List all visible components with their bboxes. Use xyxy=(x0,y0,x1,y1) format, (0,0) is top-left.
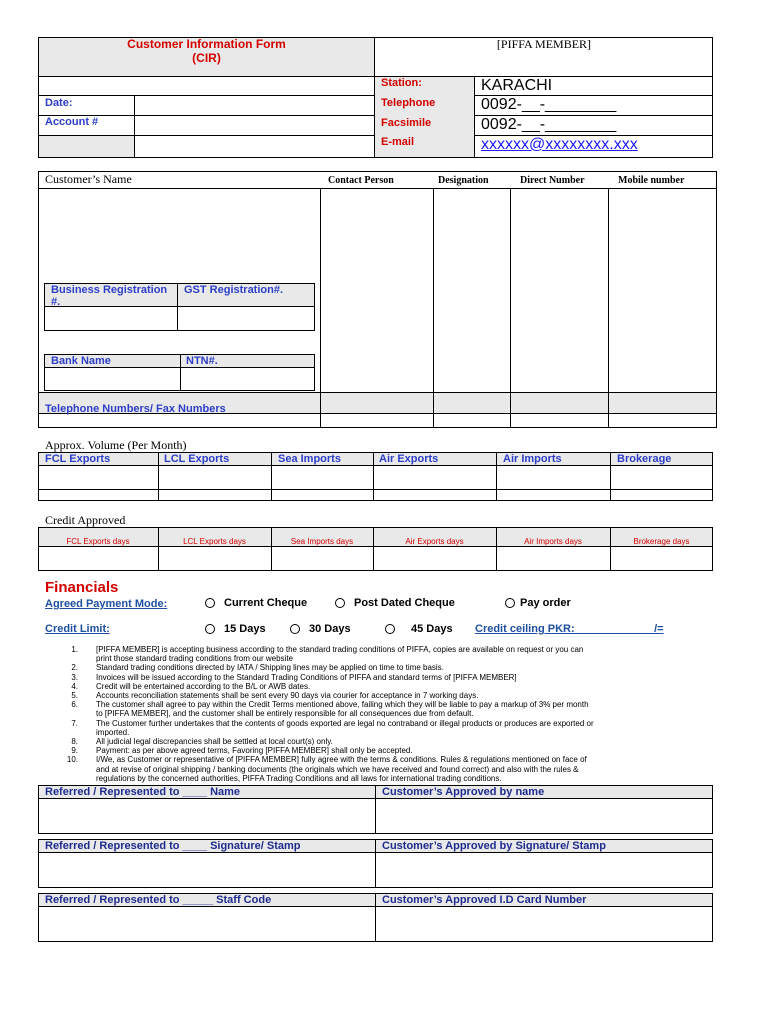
term-item: 1. [PIFFA MEMBER] is accepting business according to the standard trading conditions of PIFFA, copies are available on request or you can print those standard trading conditions from our website xyxy=(71,645,584,664)
credit-col-air-imports: Air Imports days xyxy=(524,537,582,546)
designation-header: Designation xyxy=(438,175,489,186)
fax-label: Facsimile xyxy=(381,117,432,129)
gst-registration-label: GST Registration#. xyxy=(184,284,284,296)
account-label: Account # xyxy=(45,116,99,128)
referred-staff-code-label: Referred / Represented to _____ Staff Code xyxy=(45,894,272,906)
referred-name-label: Referred / Represented to ____ Name xyxy=(45,786,241,798)
term-item: 7. The Customer further undertakes that the contents of goods exported are legal no contraband or illegal products or produces are exported or imported. xyxy=(71,718,594,737)
volume-col-air-exports: Air Exports xyxy=(379,453,439,465)
payment-option-post-dated-cheque[interactable]: Post Dated Cheque xyxy=(335,597,455,609)
payment-option-pay-order[interactable]: Pay order xyxy=(505,597,571,609)
term-item: 9. Payment: as per above agreed terms, Favoring [PIFFA MEMBER] shall only be accepted. xyxy=(71,746,413,756)
mobile-number-header: Mobile number xyxy=(618,175,685,186)
station-value: KARACHI xyxy=(481,77,553,94)
email-label: E-mail xyxy=(381,136,415,148)
radio-icon[interactable] xyxy=(290,624,300,634)
credit-col-fcl: FCL Exports days xyxy=(66,537,130,546)
financials-title: Financials xyxy=(45,579,119,596)
radio-icon[interactable] xyxy=(205,624,215,634)
credit-col-air-exports: Air Exports days xyxy=(405,537,464,546)
limit-option-30[interactable]: 30 Days xyxy=(290,623,351,635)
term-item: 4. Credit will be entertained according to the B/L or AWB dates. xyxy=(71,681,311,691)
form-subtitle: (CIR) xyxy=(192,51,221,65)
bank-name-label: Bank Name xyxy=(51,355,111,367)
tel-fax-label: Telephone Numbers/ Fax Numbers xyxy=(45,403,226,415)
volume-col-fcl: FCL Exports xyxy=(45,453,111,465)
date-field[interactable] xyxy=(135,96,374,115)
approved-name-label: Customer’s Approved by name xyxy=(382,786,545,798)
volume-col-sea-imports: Sea Imports xyxy=(278,453,341,465)
term-item: 10. I/We, as Customer or representative of [PIFFA MEMBER] fully agree with the terms & conditions. Rules & regulations mentioned on face of and at revise of original shipping / banking documents (the originals which we have received and found correct) and also with the rules & regulations by the concerned authorities, PIFFA Trading Conditions and all laws for international trading conditions. xyxy=(66,755,587,783)
radio-icon[interactable] xyxy=(505,598,515,608)
email-value[interactable]: xxxxxx@xxxxxxxx.xxx xyxy=(481,136,638,153)
terms-list xyxy=(45,645,717,783)
form-title: Customer Information Form xyxy=(127,37,286,51)
volume-title: Approx. Volume (Per Month) xyxy=(45,438,187,452)
ntn-label: NTN#. xyxy=(186,355,218,367)
telephone-value[interactable]: 0092-__-________ xyxy=(481,96,617,113)
limit-option-45[interactable]: 45 Days xyxy=(385,623,453,635)
member-name: [PIFFA MEMBER] xyxy=(496,37,592,51)
date-label: Date: xyxy=(45,97,73,109)
credit-title: Credit Approved xyxy=(45,513,126,527)
credit-limit-label: Credit Limit: xyxy=(45,623,110,635)
contact-person-header: Contact Person xyxy=(328,175,394,186)
payment-mode-label: Agreed Payment Mode: xyxy=(45,598,168,610)
term-item: 6. The customer shall agree to pay within the Credit Terms mentioned above, failing which they will be liable to pay a markup of 3% per month to [PIFFA MEMBER], and the customer shall be entirely responsible for all consequences due from default. xyxy=(71,700,589,719)
direct-number-header: Direct Number xyxy=(520,175,585,186)
limit-option-15[interactable]: 15 Days xyxy=(205,623,266,635)
telephone-label: Telephone xyxy=(381,97,436,109)
credit-ceiling-field[interactable]: Credit ceiling PKR: /= xyxy=(475,623,664,635)
credit-col-lcl: LCL Exports days xyxy=(183,537,246,546)
approved-id-card-label: Customer’s Approved I.D Card Number xyxy=(382,894,587,906)
volume-col-lcl: LCL Exports xyxy=(164,453,230,465)
payment-option-current-cheque[interactable]: Current Cheque xyxy=(205,597,307,609)
term-item: 2. Standard trading conditions directed by IATA / Shipping lines may be applied on time to time basis. xyxy=(71,663,444,673)
radio-icon[interactable] xyxy=(385,624,395,634)
term-item: 5. Accounts reconciliation statements shall be sent every 90 days via courier for acceptance in 7 working days. xyxy=(71,691,479,701)
radio-icon[interactable] xyxy=(205,598,215,608)
customer-name-label: Customer’s Name xyxy=(45,172,132,186)
volume-col-air-imports: Air Imports xyxy=(503,453,562,465)
term-item: 3. Invoices will be issued according to the Standard Trading Conditions of PIFFA and standard terms of [PIFFA MEMBER] xyxy=(71,672,517,682)
credit-col-brokerage: Brokerage days xyxy=(633,537,690,546)
referred-signature-label: Referred / Represented to ____ Signature/ Stamp xyxy=(45,840,301,852)
volume-col-brokerage: Brokerage xyxy=(617,453,672,465)
station-label: Station: xyxy=(381,77,422,89)
fax-value[interactable]: 0092-__-________ xyxy=(481,116,617,133)
radio-icon[interactable] xyxy=(335,598,345,608)
term-item: 8. All judicial legal discrepancies shall be settled at local court(s) only. xyxy=(71,737,333,747)
approved-signature-label: Customer’s Approved by Signature/ Stamp xyxy=(382,840,606,852)
account-field[interactable] xyxy=(135,116,374,135)
credit-col-sea-imports: Sea Imports days xyxy=(290,537,354,546)
business-registration-label: Business Registration #. xyxy=(51,284,168,308)
